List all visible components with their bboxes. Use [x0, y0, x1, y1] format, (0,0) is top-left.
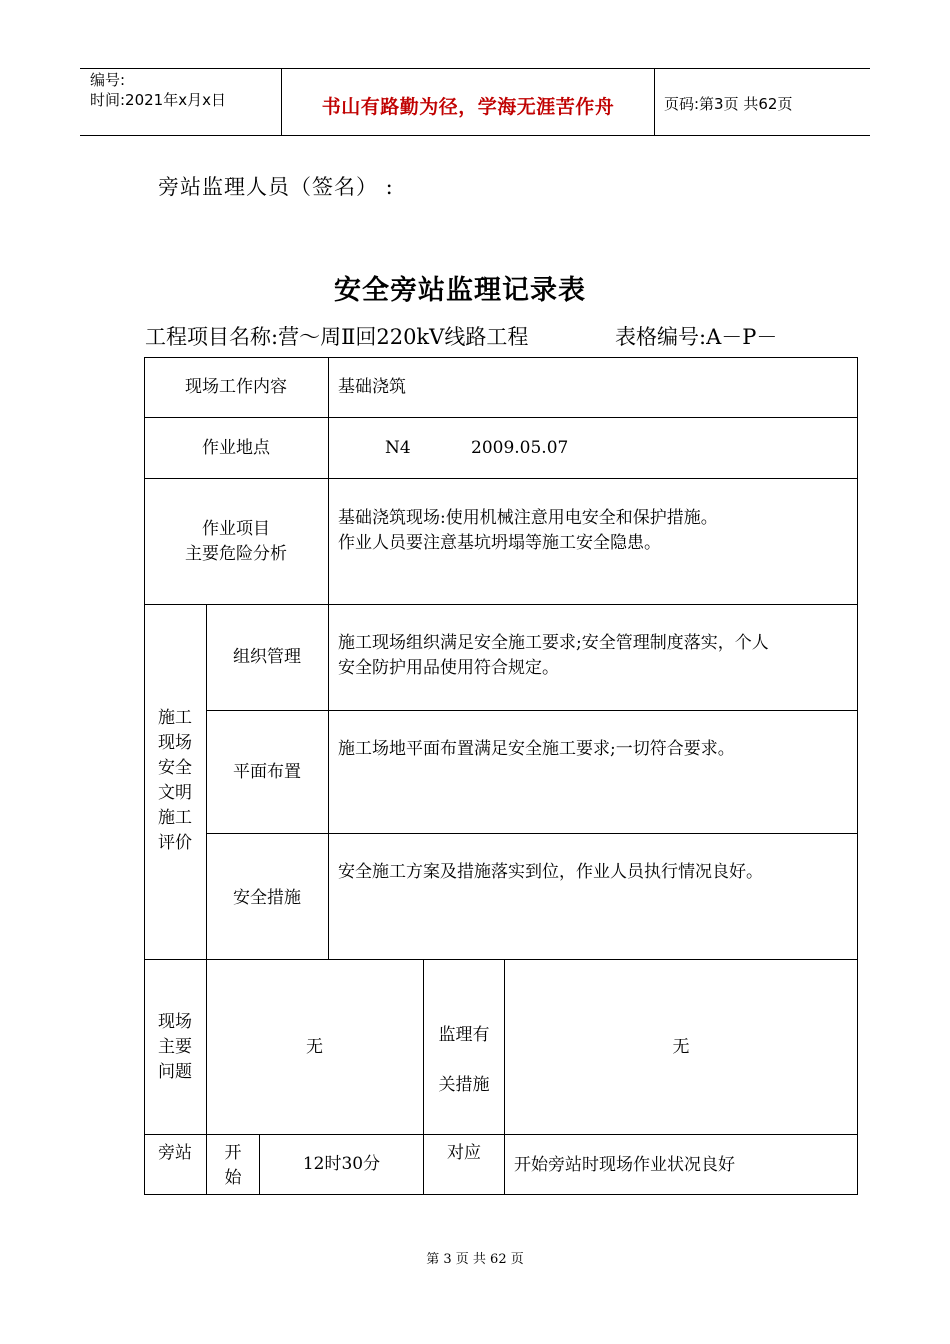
eval-group-line: 安全	[158, 758, 192, 778]
eval-group-line: 文明	[158, 783, 192, 803]
header-top-rule	[80, 68, 870, 69]
page-info: 页码:第3页 共62页	[664, 95, 793, 113]
org-line-2: 安全防护用品使用符合规定。	[338, 658, 559, 678]
location-label: 作业地点	[202, 438, 270, 458]
work-content-value: 基础浇筑	[338, 377, 406, 397]
hazard-line-2: 作业人员要注意基坑坍塌等施工安全隐患。	[338, 533, 661, 553]
start-label-line: 开	[224, 1143, 242, 1163]
sidestation-label: 旁站	[158, 1143, 192, 1163]
footer-page-number: 第 3 页 共 62 页	[426, 1252, 524, 1267]
signature-line: 旁站监理人员（签名） :	[158, 175, 394, 199]
issues-label-line: 现场	[158, 1012, 192, 1032]
work-content-label: 现场工作内容	[185, 377, 287, 397]
issues-label-line: 问题	[158, 1062, 192, 1082]
header-divider-right	[654, 68, 655, 135]
eval-group-label	[144, 706, 206, 856]
doc-number-label: 编号:	[90, 71, 126, 89]
eval-group-line: 施工	[158, 808, 192, 828]
motto-text: 书山有路勤为径，学海无涯苦作舟	[321, 96, 615, 118]
measures-label: 安全措施	[233, 888, 301, 908]
issues-value: 无	[306, 1036, 323, 1057]
start-label	[207, 1141, 259, 1191]
layout-value: 施工场地平面布置满足安全施工要求;一切符合要求。	[338, 739, 735, 759]
layout-label: 平面布置	[233, 761, 301, 782]
issues-label-line: 主要	[158, 1037, 192, 1057]
measures-value: 安全施工方案及措施落实到位，作业人员执行情况良好。	[338, 862, 763, 882]
hazard-analysis	[338, 506, 718, 556]
date-line: 时间:2021年x月x日	[90, 91, 226, 109]
hazard-label-line-1: 作业项目	[202, 519, 270, 539]
eval-group-line: 施工	[158, 708, 192, 728]
org-line-1: 施工现场组织满足安全施工要求;安全管理制度落实，个人	[338, 633, 769, 653]
supervision-label-line: 关措施	[438, 1075, 490, 1095]
eval-group-line: 评价	[158, 833, 192, 853]
supervision-value: 无	[672, 1036, 690, 1057]
org-management-label: 组织管理	[233, 647, 301, 667]
start-label-line: 始	[224, 1168, 242, 1188]
location-value: N4	[385, 438, 411, 458]
supervision-label	[424, 1010, 504, 1110]
issues-label	[144, 1010, 206, 1085]
org-management-value	[338, 631, 769, 681]
hazard-label	[144, 517, 328, 567]
supervision-label-line: 监理有	[438, 1025, 490, 1045]
hazard-line-1: 基础浇筑现场:使用机械注意用电安全和保护措施。	[338, 508, 718, 528]
header-bottom-rule	[80, 135, 870, 136]
eval-group-line: 现场	[158, 733, 192, 753]
hazard-label-line-2: 主要危险分析	[185, 544, 287, 564]
supervision-record-table	[144, 357, 858, 1195]
form-title: 安全旁站监理记录表	[334, 275, 586, 306]
date-value: 2009.05.07	[471, 438, 569, 458]
corresponding-label: 对应	[447, 1143, 481, 1163]
start-status: 开始旁站时现场作业状况良好	[514, 1155, 735, 1175]
start-time: 12时30分	[302, 1154, 381, 1174]
form-number-line: 表格编号:A－P－	[615, 325, 778, 349]
project-name-line: 工程项目名称:营～周Ⅱ回220kV线路工程	[145, 325, 529, 349]
